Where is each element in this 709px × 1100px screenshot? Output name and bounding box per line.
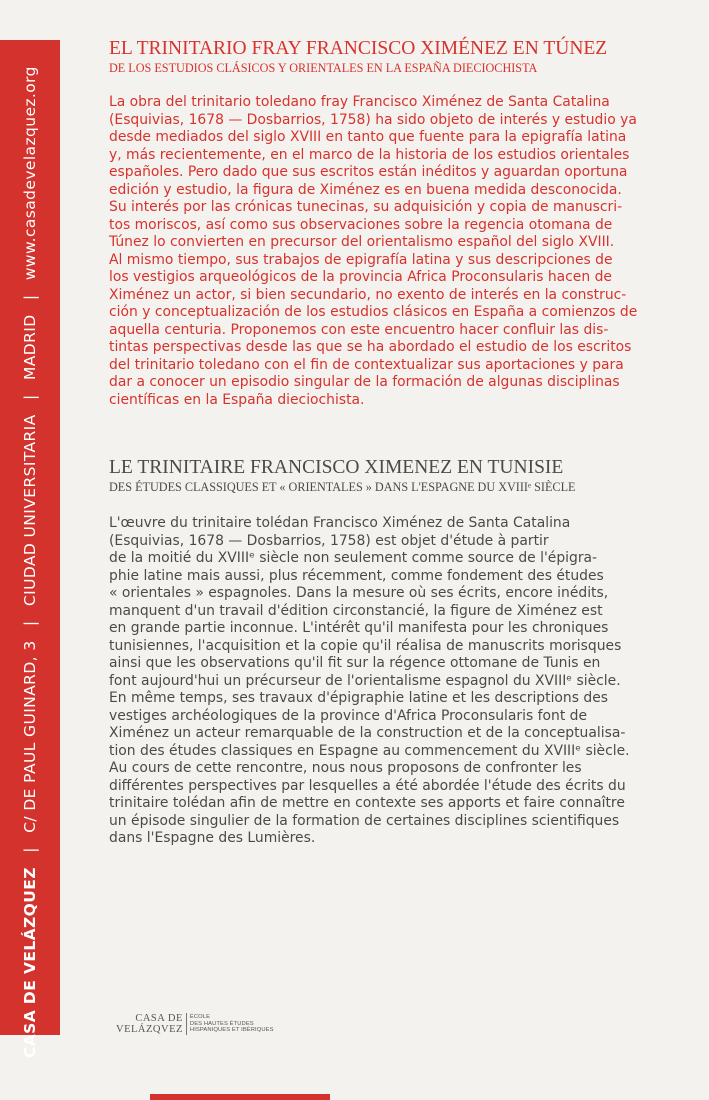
- spanish-text-line: españoles. Pero dado que sus escritos están inéditos y aguardan oportuna: [109, 164, 628, 180]
- spanish-text-line: tos moriscos, así como sus observaciones sobre la regencia otomana de: [109, 216, 613, 233]
- spanish-text-line: Túnez lo convierten en precursor del orientalismo español del siglo XVIII.: [109, 234, 615, 250]
- sidebar-website: www.casadevelazquez.org: [21, 66, 39, 281]
- french-body: [109, 515, 669, 848]
- sidebar-street: C/ DE PAUL GUINARD, 3: [21, 640, 39, 833]
- sidebar-campus: CIUDAD UNIVERSITARIA: [21, 414, 39, 607]
- spanish-text-line: y, más recientemente, en el marco de la historia de los estudios orientales: [109, 146, 630, 163]
- french-text-line: font aujourd'hui un précurseur de l'orientalisme espagnol du XVIIIᵉ siècle.: [109, 672, 621, 689]
- french-text-line: Au cours de cette rencontre, nous nous proposons de confronter les: [109, 760, 582, 776]
- spanish-text-line: dar a conocer un episodio singular de la formación de algunas disciplinas: [109, 374, 620, 390]
- logo-description: [187, 1014, 274, 1034]
- logo-desc-line: DES HAUTES ÉTUDES: [189, 1020, 254, 1027]
- french-text-line: tunisiennes, l'acquisition et la copie qu'il réalisa de manuscrits morisques: [109, 637, 622, 654]
- spanish-section: [109, 38, 669, 409]
- sidebar-separator: |: [21, 847, 39, 853]
- spanish-text-line: (Esquivias, 1678 — Dosbarrios, 1758) ha sido objeto de interés y estudio ya: [109, 111, 637, 128]
- french-text-line: (Esquivias, 1678 — Dosbarrios, 1758) est objet d'étude à partir: [109, 532, 549, 549]
- spanish-subtitle: DE LOS ESTUDIOS CLÁSICOS Y ORIENTALES EN LA ESPAÑA DIECIOCHISTA: [109, 61, 538, 75]
- bottom-red-strip: [150, 1094, 330, 1100]
- logo-wordmark: [116, 1013, 187, 1035]
- french-text-line: phie latine mais aussi, plus récemment, comme fondement des études: [109, 567, 604, 584]
- sidebar-address: [20, 66, 40, 1058]
- sidebar-separator: |: [21, 294, 39, 301]
- french-text-line: manquent d'un travail d'édition circonstancié, la figure de Ximénez est: [109, 602, 603, 619]
- spanish-text-line: desde mediados del siglo XVIII en tanto que fuente para la epigrafía latina: [109, 129, 627, 145]
- french-text-line: de la moitié du XVIIIᵉ siècle non seulement comme source de l'épigra-: [109, 550, 598, 566]
- spanish-text-line: ción y conceptualización de los estudios clásicos en España a comienzos de: [109, 304, 638, 320]
- spanish-text-line: Ximénez un actor, si bien secundario, no exento de interés en la construc-: [109, 286, 627, 303]
- french-text-line: trinitaire tolédan afin de mettre en contexte ses apports et faire connaître: [109, 795, 625, 811]
- french-text-line: Ximénez un acteur remarquable de la construction et de la conceptualisa-: [109, 725, 626, 741]
- french-text-line: ainsi que les observations qu'il fit sur la régence ottomane de Tunis en: [109, 655, 601, 671]
- logo-name-line: CASA DE: [135, 1013, 183, 1024]
- sidebar-separator: |: [21, 620, 39, 627]
- spanish-text-line: aquella centuria. Proponemos con este encuentro hacer confluir las dis-: [109, 321, 609, 338]
- spanish-text-line: tintas perspectivas desde las que se ha abordado el estudio de los escritos: [109, 339, 632, 355]
- french-section: [109, 457, 669, 848]
- french-text-line: tion des études classiques en Espagne au commencement du XVIIIᵉ siècle.: [109, 742, 630, 759]
- spanish-text-line: los vestigios arqueológicos de la provincia Africa Proconsularis hacen de: [109, 269, 612, 285]
- french-text-line: dans l'Espagne des Lumières.: [109, 830, 316, 846]
- spanish-text-line: del trinitario toledano con el fin de contextualizar sus aportaciones y para: [109, 356, 624, 373]
- french-text-line: un épisode singulier de la formation de certaines disciplines scientifiques: [109, 812, 620, 829]
- sidebar-institution: CASA DE VELÁZQUEZ: [21, 867, 39, 1058]
- sidebar-separator: |: [21, 394, 39, 400]
- french-text-line: « orientales » espagnoles. Dans la mesure où ses écrits, encore inédits,: [109, 585, 609, 601]
- french-title: LE TRINITAIRE FRANCISCO XIMENEZ EN TUNISIE: [109, 457, 564, 478]
- sidebar-red-band: [0, 40, 60, 1058]
- french-text-line: vestiges archéologiques de la province d'Africa Proconsularis font de: [109, 707, 588, 724]
- casa-de-velazquez-logo: [116, 1013, 274, 1035]
- logo-desc-line: ÉCOLE: [189, 1014, 211, 1021]
- french-text-line: différentes perspectives par lesquelles a été abordée l'étude des écrits du: [109, 777, 626, 794]
- french-text-line: en grande partie inconnue. L'intérêt qu'il manifesta pour les chroniques: [109, 620, 609, 636]
- spanish-body: [109, 94, 669, 409]
- french-text-line: En même temps, ses travaux d'épigraphie latine et les descriptions des: [109, 690, 608, 706]
- sidebar-city: MADRID: [21, 314, 39, 381]
- spanish-text-line: La obra del trinitario toledano fray Francisco Ximénez de Santa Catalina: [109, 94, 610, 110]
- spanish-text-line: Al mismo tiempo, sus trabajos de epigrafía latina y sus descripciones de: [109, 251, 613, 268]
- french-subtitle: DES ÉTUDES CLASSIQUES ET « ORIENTALES » DANS L'ESPAGNE DU XVIIIᵉ SIÈCLE: [109, 480, 576, 494]
- logo-name-line: VELÁZQVEZ: [116, 1024, 183, 1035]
- spanish-text-line: Su interés por las crónicas tunecinas, su adquisición y copia de manuscri-: [109, 199, 623, 215]
- logo-desc-line: HISPANIQUES ET IBÉRIQUES: [189, 1027, 274, 1034]
- french-text-line: L'œuvre du trinitaire tolédan Francisco Ximénez de Santa Catalina: [109, 515, 571, 531]
- spanish-title: EL TRINITARIO FRAY FRANCISCO XIMÉNEZ EN TÚNEZ: [109, 38, 608, 59]
- spanish-text-line: edición y estudio, la figura de Ximénez es en buena medida desconocida.: [109, 181, 622, 198]
- spanish-text-line: científicas en la España dieciochista.: [109, 391, 365, 408]
